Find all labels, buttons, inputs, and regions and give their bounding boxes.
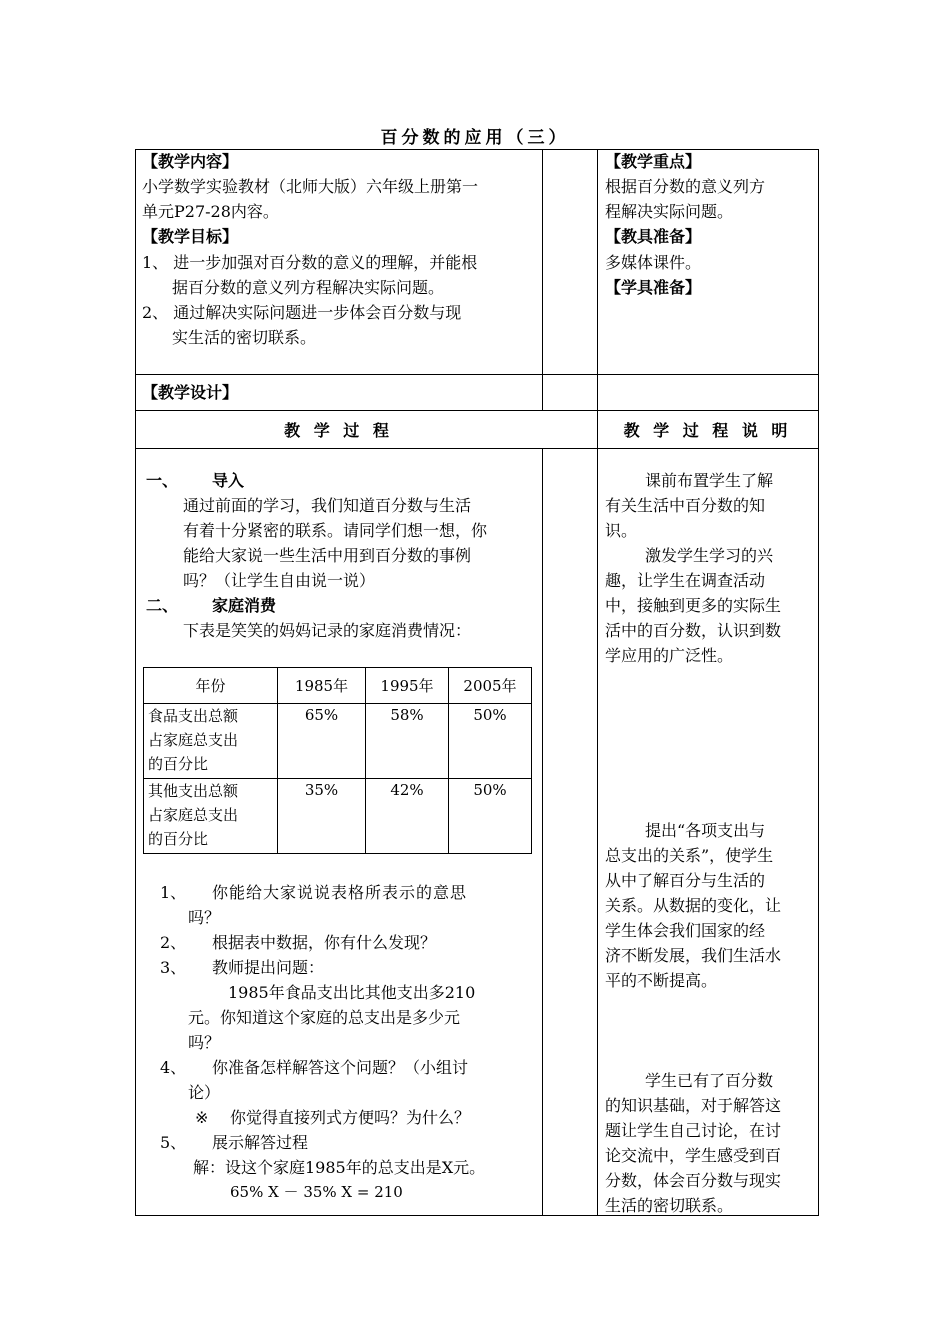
content-line-1: 小学数学实验教材（北师大版）六年级上册第一: [142, 177, 479, 196]
question3-line-1: 1985年食品支出比其他支出多210: [228, 983, 476, 1002]
row-label-line: 占家庭总支出: [148, 806, 239, 824]
divider-row3: [135, 448, 819, 449]
row-label-line: 食品支出总额: [148, 707, 239, 725]
row-label-line: 的百分比: [148, 830, 209, 848]
goal1-line-2: 据百分数的意义列方程解决实际问题。: [172, 278, 445, 297]
section1-line-4: 吗？（让学生自由说一说）: [183, 571, 376, 590]
question4-line-2: 论）: [188, 1083, 221, 1102]
process-header: 教 学 过 程: [284, 421, 393, 440]
table-cell: 50%: [449, 779, 532, 854]
note-mark: ※: [195, 1108, 209, 1127]
row-label-line: 占家庭总支出: [148, 731, 239, 749]
explain2-line-2: 趣，让学生在调查活动: [605, 571, 766, 590]
explain4-line-6: 生活的密切联系。: [605, 1196, 734, 1215]
consumption-table: [143, 667, 532, 854]
divider-col1: [542, 149, 543, 411]
section2-title: 家庭消费: [212, 596, 277, 615]
page-title: 百分数的应用（三）: [380, 128, 570, 148]
section1-number: 一、: [146, 471, 179, 490]
question1-line-1: 你能给大家说说表格所表示的意思: [212, 883, 468, 902]
focus-line-2: 程解决实际问题。: [605, 202, 734, 221]
explain4-line-4: 论交流中，学生感受到百: [605, 1146, 782, 1165]
question3-text: 教师提出问题：: [212, 958, 325, 977]
question4-line-1: 你准备怎样解答这个问题？（小组讨: [212, 1058, 469, 1077]
explain3-line-6: 济不断发展，我们生活水: [605, 946, 782, 965]
explain3-line-5: 学生体会我们国家的经: [605, 921, 766, 940]
row-label-other: [144, 779, 278, 854]
row-label-line: 的百分比: [148, 755, 209, 773]
goal2-line-2: 实生活的密切联系。: [172, 328, 317, 347]
explain2-line-1: 激发学生学习的兴: [645, 546, 774, 565]
explain4-line-2: 的知识基础，对于解答这: [605, 1096, 782, 1115]
table-row: [144, 704, 532, 779]
student-tools-heading: 【学具准备】: [605, 278, 702, 297]
explain3-line-7: 平的不断提高。: [605, 971, 718, 990]
divider-row1: [135, 374, 819, 375]
explain1-line-1: 课前布置学生了解: [645, 471, 774, 490]
section1-line-2: 有着十分紧密的联系。请同学们想一想，你: [183, 521, 488, 540]
explain4-line-3: 题让学生自己讨论，在讨: [605, 1121, 782, 1140]
explain2-line-3: 中，接触到更多的实际生: [605, 596, 782, 615]
focus-line-1: 根据百分数的意义列方: [605, 177, 766, 196]
content-heading: 【教学内容】: [142, 152, 239, 171]
explain-header: 教 学 过 程 说 明: [623, 421, 792, 440]
equation: 65% X － 35% X = 210: [230, 1183, 403, 1201]
table-header-1985: 1985年: [278, 668, 366, 704]
row-label-food: [144, 704, 278, 779]
section2-intro: 下表是笑笑的妈妈记录的家庭消费情况：: [183, 621, 472, 640]
goal1-line-1: 1、 进一步加强对百分数的意义的理解，并能根: [142, 253, 478, 272]
focus-heading: 【教学重点】: [605, 152, 702, 171]
explain4-line-5: 分数，体会百分数与现实: [605, 1171, 782, 1190]
table-border-right: [818, 149, 819, 1216]
divider-row2: [135, 410, 819, 411]
content-line-2: 单元P27-28内容。: [142, 202, 279, 221]
question3-line-3: 吗？: [188, 1033, 221, 1052]
table-cell: 50%: [449, 704, 532, 779]
explain3-line-4: 关系。从数据的变化，让: [605, 896, 782, 915]
explain3-line-1: 提出“各项支出与: [645, 821, 766, 840]
question3-line-2: 元。你知道这个家庭的总支出是多少元: [188, 1008, 461, 1027]
table-row: [144, 779, 532, 854]
divider-col2: [597, 149, 598, 1216]
goals-heading: 【教学目标】: [142, 227, 239, 246]
section1-title: 导入: [212, 471, 245, 490]
explain2-line-4: 活中的百分数，认识到数: [605, 621, 782, 640]
table-border-left: [135, 149, 136, 1216]
note-text: 你觉得直接列式方便吗？为什么？: [230, 1108, 471, 1127]
tools-text: 多媒体课件。: [605, 253, 702, 272]
row-label-line: 其他支出总额: [148, 782, 239, 800]
explain2-line-5: 学应用的广泛性。: [605, 646, 734, 665]
table-cell: 65%: [278, 704, 366, 779]
section1-line-3: 能给大家说一些生活中用到百分数的事例: [183, 546, 472, 565]
question4-number: 4、: [160, 1058, 187, 1077]
question5-number: 5、: [160, 1133, 187, 1152]
divider-col1-lower: [542, 449, 543, 1216]
question2-number: 2、: [160, 933, 187, 952]
question1-number: 1、: [160, 883, 187, 902]
table-cell: 35%: [278, 779, 366, 854]
section2-number: 二、: [146, 596, 179, 615]
design-heading: 【教学设计】: [142, 383, 239, 402]
table-header-1995: 1995年: [366, 668, 449, 704]
section1-line-1: 通过前面的学习，我们知道百分数与生活: [183, 496, 472, 515]
explain1-line-3: 识。: [605, 521, 638, 540]
explain4-line-1: 学生已有了百分数: [645, 1071, 774, 1090]
table-header-2005: 2005年: [449, 668, 532, 704]
table-cell: 58%: [366, 704, 449, 779]
explain3-line-3: 从中了解百分与生活的: [605, 871, 766, 890]
explain1-line-2: 有关生活中百分数的知: [605, 496, 766, 515]
solve-line: 解：设这个家庭1985年的总支出是X元。: [193, 1158, 486, 1177]
question2-text: 根据表中数据，你有什么发现？: [212, 933, 437, 952]
table-header-year: 年份: [144, 668, 278, 704]
tools-heading: 【教具准备】: [605, 227, 702, 246]
question1-line-2: 吗？: [188, 908, 221, 927]
question3-number: 3、: [160, 958, 187, 977]
explain3-line-2: 总支出的关系”，使学生: [605, 846, 774, 865]
table-cell: 42%: [366, 779, 449, 854]
goal2-line-1: 2、 通过解决实际问题进一步体会百分数与现: [142, 303, 462, 322]
question5-text: 展示解答过程: [212, 1133, 309, 1152]
